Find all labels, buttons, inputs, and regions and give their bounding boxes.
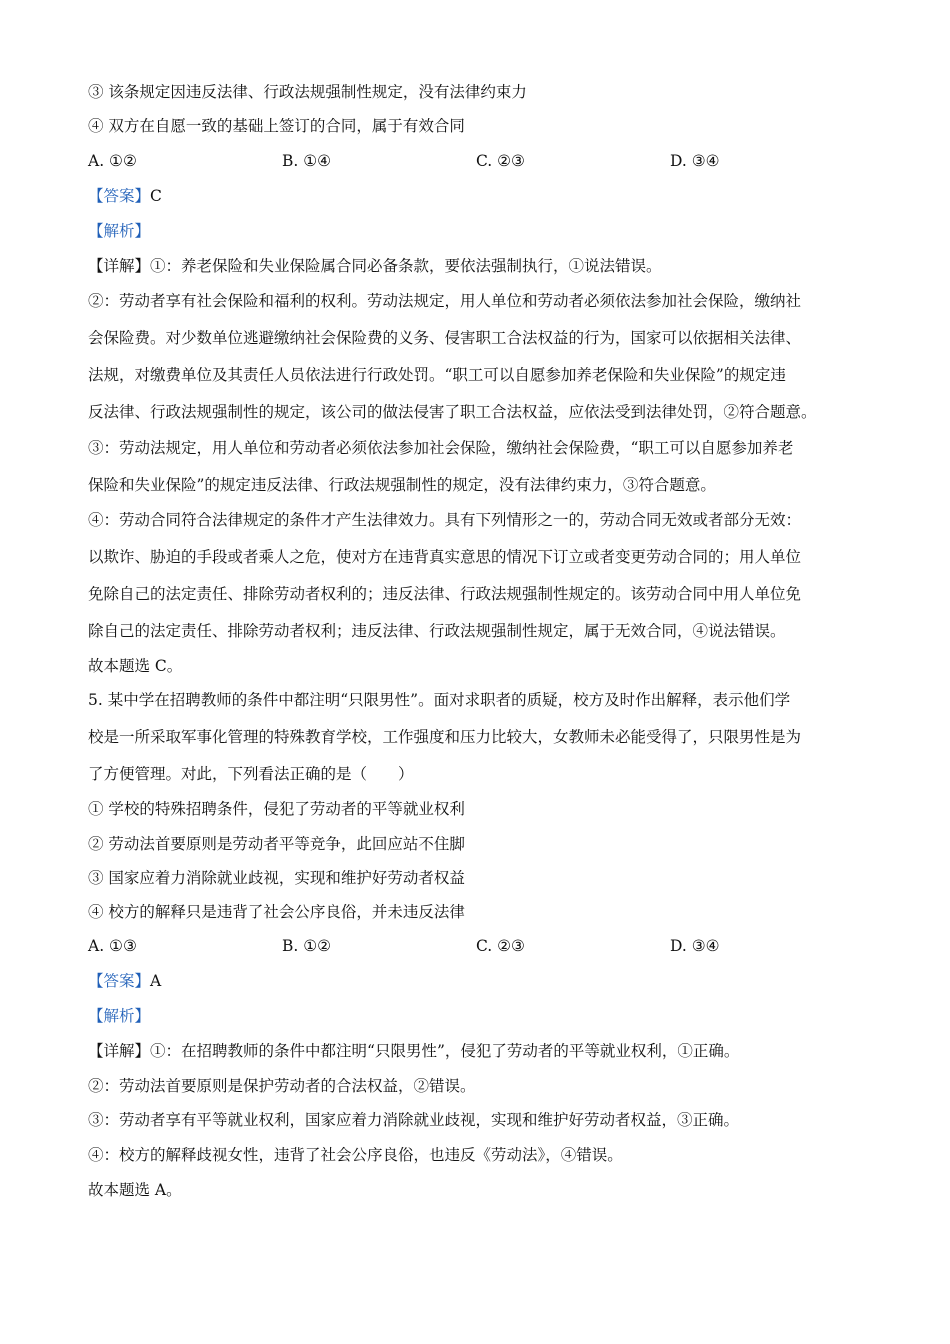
statement-2: ② 劳动法首要原则是劳动者平等竞争，此回应站不住脚	[88, 835, 465, 853]
statement-3: ③ 国家应着力消除就业歧视，实现和维护好劳动者权益	[88, 869, 465, 887]
analysis-text: 法规，对缴费单位及其责任人员依法进行行政处罚。“职工可以自愿参加养老保险和失业保险”的规定违	[88, 366, 786, 384]
answer-line	[88, 971, 161, 991]
statement-1: ① 学校的特殊招聘条件，侵犯了劳动者的平等就业权利	[88, 800, 465, 818]
analysis-text: 以欺诈、胁迫的手段或者乘人之危，使对方在违背真实意思的情况下订立或者变更劳动合同的；用人单位	[88, 548, 802, 566]
answer-value: C	[150, 187, 162, 205]
question-stem: 5. 某中学在招聘教师的条件中都注明“只限男性”。面对求职者的质疑，校方及时作出解释，表示他们学	[88, 691, 791, 709]
analysis-text: ④：校方的解释歧视女性，违背了社会公序良俗，也违反《劳动法》，④错误。	[88, 1146, 623, 1164]
option-b: B. ①②	[282, 937, 332, 955]
statement-4: ④ 双方在自愿一致的基础上签订的合同，属于有效合同	[88, 117, 465, 135]
answer-line	[88, 186, 162, 206]
detail-tag: 【详解】	[88, 257, 151, 275]
option-d: D. ③④	[670, 937, 720, 955]
analysis-text: ②：劳动法首要原则是保护劳动者的合法权益，②错误。	[88, 1077, 476, 1095]
analysis-text: ④：劳动合同符合法律规定的条件才产生法律效力。具有下列情形之一的，劳动合同无效或者部分无效：	[88, 511, 802, 529]
detail-text: ①：养老保险和失业保险属合同必备条款，要依法强制执行，①说法错误。	[150, 257, 662, 275]
analysis-text: ③：劳动者享有平等就业权利，国家应着力消除就业歧视，实现和维护好劳动者权益，③正确。	[88, 1111, 740, 1129]
analysis-text: 会保险费。对少数单位逃避缴纳社会保险费的义务、侵害职工合法权益的行为，国家可以依据相关法律、	[88, 329, 802, 347]
analysis-text: 反法律、行政法规强制性的规定，该公司的做法侵害了职工合法权益，应依法受到法律处罚，②符合题意。	[88, 403, 817, 421]
option-d: D. ③④	[670, 152, 720, 170]
analysis-text: 保险和失业保险”的规定违反法律、行政法规强制性的规定，没有法律约束力，③符合题意。	[88, 476, 716, 494]
analysis-text: ③：劳动法规定，用人单位和劳动者必须依法参加社会保险，缴纳社会保险费，“职工可以自愿参加养老	[88, 439, 794, 457]
statement-3: ③ 该条规定因违反法律、行政法规强制性规定，没有法律约束力	[88, 83, 527, 101]
option-a: A. ①②	[88, 152, 137, 170]
analysis-text: 免除自己的法定责任、排除劳动者权利的；违反法律、行政法规强制性规定的。该劳动合同中用人单位免	[88, 585, 802, 603]
option-c: C. ②③	[476, 152, 525, 170]
detail-line	[88, 1041, 739, 1061]
answer-tag: 【答案】	[88, 972, 151, 990]
detail-text: ①：在招聘教师的条件中都注明“只限男性”，侵犯了劳动者的平等就业权利，①正确。	[150, 1042, 740, 1060]
detail-tag: 【详解】	[88, 1042, 151, 1060]
analysis-text: ②：劳动者享有社会保险和福利的权利。劳动法规定，用人单位和劳动者必须依法参加社会保险，缴纳社	[88, 292, 802, 310]
option-c: C. ②③	[476, 937, 525, 955]
statement-4: ④ 校方的解释只是违背了社会公序良俗，并未违反法律	[88, 903, 465, 921]
option-a: A. ①③	[88, 937, 137, 955]
conclusion: 故本题选 A。	[88, 1181, 182, 1199]
option-b: B. ①④	[282, 152, 332, 170]
analysis-tag: 【解析】	[88, 222, 151, 240]
answer-tag: 【答案】	[88, 187, 151, 205]
question-stem: 校是一所采取军事化管理的特殊教育学校，工作强度和压力比较大，女教师未必能受得了，只限男性是为	[88, 728, 802, 746]
question-stem: 了方便管理。对此，下列看法正确的是（ ）	[88, 765, 414, 783]
analysis-tag: 【解析】	[88, 1007, 151, 1025]
analysis-text: 除自己的法定责任、排除劳动者权利；违反法律、行政法规强制性规定，属于无效合同，④说法错误。	[88, 622, 786, 640]
answer-value: A	[150, 972, 162, 990]
detail-line	[88, 256, 662, 276]
conclusion: 故本题选 C。	[88, 657, 183, 675]
